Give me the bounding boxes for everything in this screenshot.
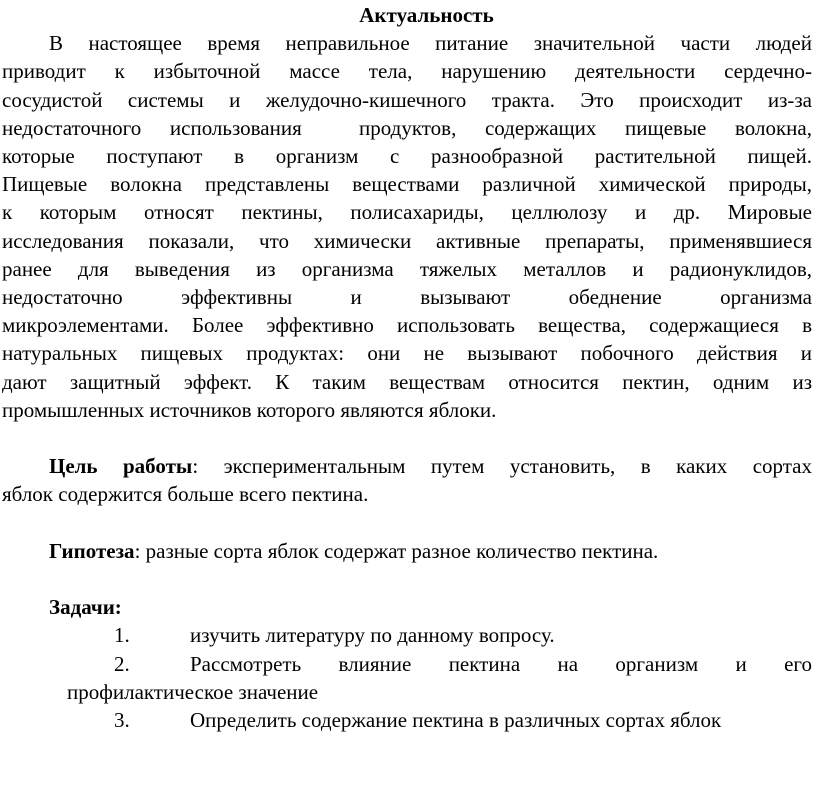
- hypothesis-label: Гипотеза: [49, 538, 135, 563]
- list-item-number: 2.: [114, 651, 130, 676]
- paragraph-line: Пищевые волокна представлены веществами различной химической природы,: [2, 172, 812, 197]
- paragraph-line: ранее для выведения из организма тяжелых металлов и радионуклидов,: [2, 256, 812, 281]
- tasks-label: Задачи:: [49, 595, 122, 620]
- list-item-text: Определить содержание пектина в различных сортах яблок: [190, 708, 722, 733]
- goal-line: яблок содержится больше всего пектина.: [2, 482, 369, 507]
- list-item: [2, 706, 812, 734]
- hypothesis-paragraph: [2, 537, 812, 565]
- blank-line: [2, 424, 812, 452]
- goal-text: : экспериментальным путем установить, в каких сортах: [192, 454, 812, 479]
- paragraph-line: дают защитный эффект. К таким веществам относится пектин, одним из: [2, 369, 812, 394]
- page-title: Актуальность: [359, 3, 494, 27]
- paragraph-line: приводит к избыточной массе тела, нарушению деятельности сердечно-: [2, 59, 812, 84]
- list-item-number: 1.: [114, 623, 130, 648]
- list-item-number: 3.: [114, 708, 130, 733]
- paragraph-line: сосудистой системы и желудочно-кишечного тракта. Это происходит из-за: [2, 87, 812, 112]
- paragraph-line: исследования показали, что химически активные препараты, применявшиеся: [2, 228, 812, 253]
- paragraph-line: к которым относят пектины, полисахариды, целлюлозу и др. Мировые: [2, 200, 812, 225]
- paragraph-line: натуральных пищевых продуктах: они не вызывают побочного действия и: [2, 341, 812, 366]
- goal-paragraph: [2, 452, 812, 508]
- paragraph-line: промышленных источников которого являются яблоки.: [2, 397, 497, 422]
- list-item-continuation: профилактическое значение: [67, 679, 319, 704]
- paragraph-line: недостаточно эффективны и вызывают обеднение организма: [2, 285, 812, 310]
- list-item: [2, 650, 812, 678]
- intro-paragraph: [2, 29, 812, 424]
- list-item-text: изучить литературу по данному вопросу.: [190, 623, 555, 648]
- paragraph-line: недостаточного использования продуктов, содержащих пищевые волокна,: [2, 115, 812, 140]
- paragraph-line: которые поступают в организм с разнообразной растительной пищей.: [2, 144, 812, 169]
- blank-line: [2, 509, 812, 537]
- paragraph-line: В настоящее время неправильное питание значительной части людей: [49, 31, 812, 56]
- tasks-heading: [2, 593, 812, 621]
- goal-line: [2, 452, 812, 480]
- goal-label: Цель работы: [49, 454, 193, 479]
- tasks-list: [2, 621, 812, 734]
- hypothesis-text: : разные сорта яблок содержат разное количество пектина.: [134, 538, 659, 563]
- paragraph-line: микроэлементами. Более эффективно использовать вещества, содержащиеся в: [2, 313, 812, 338]
- list-item: [2, 621, 812, 649]
- list-item-text: Рассмотреть влияние пектина на организм и его: [190, 651, 812, 676]
- blank-line: [2, 565, 812, 593]
